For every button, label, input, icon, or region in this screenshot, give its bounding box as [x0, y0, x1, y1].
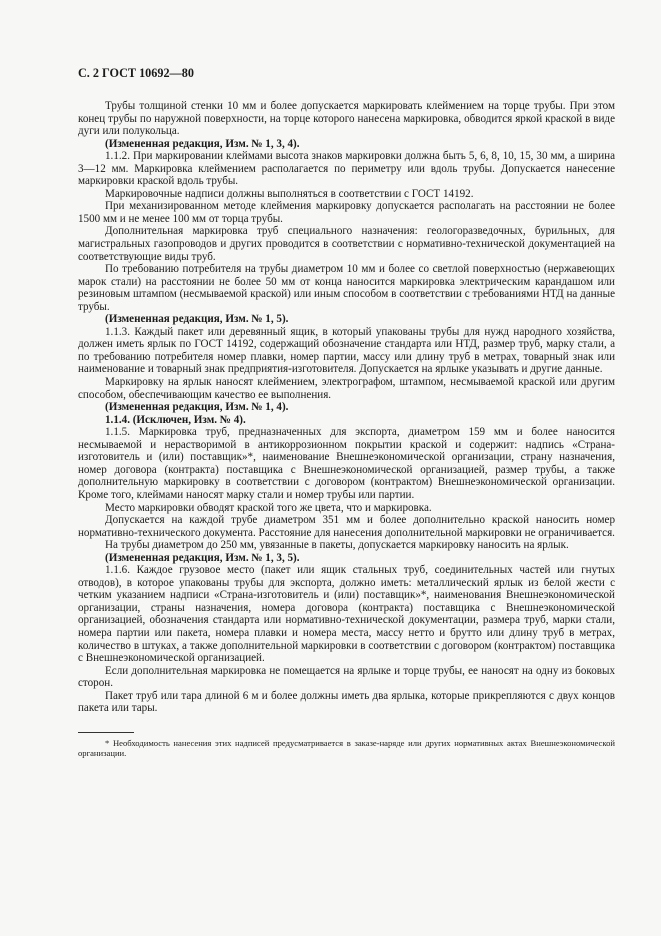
paragraph: На трубы диаметром до 250 мм, увязанные в пакеты, допускается маркировку наносить на ярлык. — [105, 539, 569, 552]
paragraph: Место маркировки обводят краской того же цвета, что и маркировка. — [105, 501, 432, 514]
paragraph: Маркировочные надписи должны выполняться в соответствии с ГОСТ 14192. — [105, 187, 474, 200]
paragraph: Пакет труб или тара длиной 6 м и более должны иметь два ярлыка, которые прикрепляются с двух концов пакета или тары. — [78, 689, 615, 715]
paragraph: Маркировку на ярлык наносят клеймением, электрографом, штампом, несмываемой краской или другим способом, обеспечивающим качество ее выполнения. — [78, 376, 615, 401]
amendment-note: (Измененная редакция, Изм. № 1, 4). — [105, 401, 289, 414]
paragraph: Допускается на каждой трубе диаметром 351 мм и более дополнительно краской наносить номер нормативно-технического документа. Расстояние для нанесения дополнительной маркировки не ограничивается. — [78, 514, 615, 539]
paragraph: 1.1.6. Каждое грузовое место (пакет или ящик стальных труб, соединительных частей или гнутых отводов), в которое упакованы трубы для экспорта, должно иметь: металлический ярлык из белой жести с четким указанием надписи «Страна-изготовитель и (или) поставщик»*, наименования Внешнеэкономической организации, страны назначения, номера договора (контракта) поставщика с Внешнеэкономической организацией, обозначения стандарта или нормативно-технической документации, размера труб, марки стали, номера партии или пакета, номера плавки и номера места, массу нетто и брутто или длину труб в метрах, количество в штуках, а также дополнительной маркировки в соответствии с договором (контрактом) поставщика с Внешнеэкономической организацией. — [78, 564, 615, 665]
paragraph: 1.1.3. Каждый пакет или деревянный ящик, в который упакованы трубы для нужд народного хозяйства, должен иметь ярлык по ГОСТ 14192, содержащий обозначение стандарта или НТД, размер труб, марку стали, а по требованию потребителя номер плавки, номер партии, массу или длину труб в метрах, товарный знак или наименование и товарный знак предприятия-изготовителя. Допускается на ярлыке указывать и другие данные. — [78, 325, 615, 376]
paragraph: Трубы толщиной стенки 10 мм и более допускается маркировать клеймением на торце трубы. При этом конец трубы по наружной поверхности, на торце которого нанесена маркировка, обводится яркой краской в виде дуги или полукольца. — [78, 100, 615, 138]
amendment-note: (Измененная редакция, Изм. № 1, 3, 4). — [105, 137, 300, 150]
footnote-text: * Необходимость нанесения этих надписей предусматривается в заказе-наряде или других нормативных актах Внешнеэкономической организации. — [78, 737, 615, 759]
paragraph: 1.1.2. При маркировании клеймами высота знаков маркировки должна быть 5, 6, 8, 10, 15, 30 мм, а ширина 3—12 мм. Маркировка клеймением располагается по периметру или вдоль трубы. Допускается нанесение маркировки краской вдоль трубы. — [78, 150, 615, 188]
paragraph: При механизированном методе клеймения маркировку допускается располагать на расстоянии не более 1500 мм и не менее 100 мм от торца трубы. — [78, 200, 615, 225]
paragraph: По требованию потребителя на трубы диаметром 10 мм и более со светлой поверхностью (нержавеющих марок стали) на расстоянии не более 50 мм от конца наносится маркировка электрическим карандашом или резиновым штампом (несмываемой краской) или иным способом в соответствии с требованиями НТД на данные трубы. — [78, 263, 615, 313]
amendment-note: (Измененная редакция, Изм. № 1, 5). — [105, 313, 289, 326]
paragraph: Дополнительная маркировка труб специального назначения: геологоразведочных, бурильных, для магистральных газопроводов и других проводится в соответствии с нормативно-технической документацией на соответствующие виды труб. — [78, 225, 615, 263]
excluded-clause: 1.1.4. (Исключен, Изм. № 4). — [105, 413, 246, 426]
footnote-divider — [78, 732, 134, 733]
footnote — [78, 738, 615, 759]
amendment-note: (Измененная редакция, Изм. № 1, 3, 5). — [105, 551, 300, 564]
paragraph: Если дополнительная маркировка не помещается на ярлыке и торце трубы, ее наносят на одну из боковых сторон. — [78, 664, 615, 690]
paragraph: 1.1.5. Маркировка труб, предназначенных для экспорта, диаметром 159 мм и более наносится несмываемой и нерастворимой в антикоррозионном покрытии краской и содержит: надпись «Страна-изготовитель и (или) поставщик»*, наименование Внешнеэкономической организации, страну назначения, номер договора (контракта) поставщика с Внешнеэкономической организацией, размер трубы, а также дополнительную маркировку в соответствии с договором (контрактом) Внешнеэкономической организации. Кроме того, клеймами наносят марку стали и номер трубы или партии. — [78, 426, 615, 501]
page-header: С. 2 ГОСТ 10692—80 — [78, 66, 194, 80]
body-text — [78, 100, 615, 715]
